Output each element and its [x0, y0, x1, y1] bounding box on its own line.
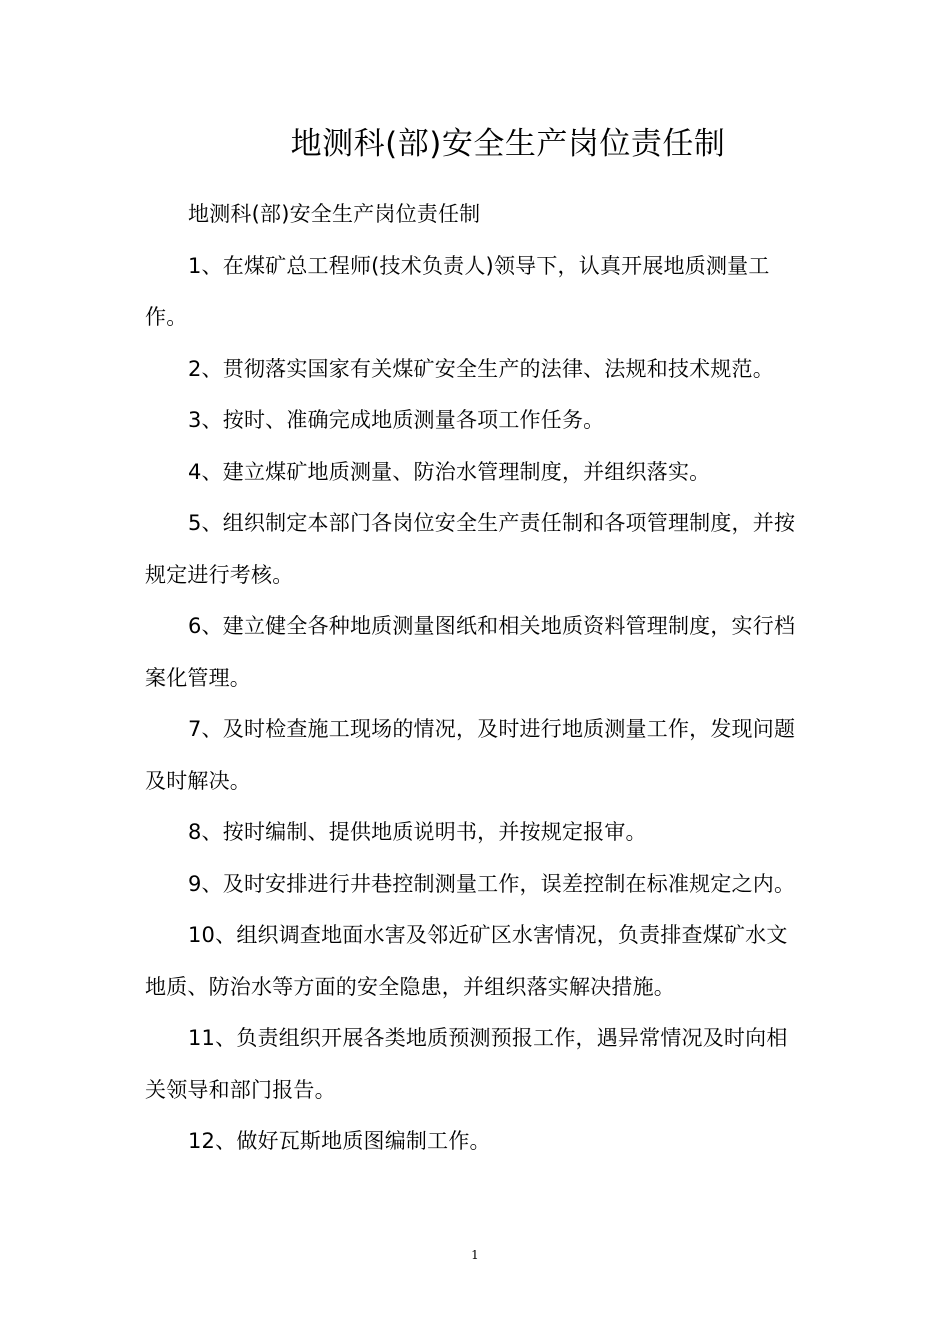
document-title: 地测科(部)安全生产岗位责任制: [290, 126, 726, 162]
paragraph-item-4: 4、建立煤矿地质测量、防治水管理制度，并组织落实。: [188, 459, 711, 484]
paragraph-item-10: 10、组织调查地面水害及邻近矿区水害情况，负责排查煤矿水文地质、防治水等方面的安全隐患，并组织落实解决措施。: [145, 923, 788, 999]
paragraph-item-11: 11、负责组织开展各类地质预测预报工作，遇异常情况及时向相关领导和部门报告。: [145, 1026, 788, 1102]
paragraph-item-6: 6、建立健全各种地质测量图纸和相关地质资料管理制度，实行档案化管理。: [145, 614, 796, 690]
paragraph-item-7: 7、及时检查施工现场的情况，及时进行地质测量工作，发现问题及时解决。: [145, 717, 796, 793]
paragraph-item-9: 9、及时安排进行井巷控制测量工作，误差控制在标准规定之内。: [188, 871, 796, 896]
document-body: [145, 189, 805, 1168]
paragraph-item-2: 2、贯彻落实国家有关煤矿安全生产的法律、法规和技术规范。: [188, 356, 774, 381]
paragraph-item-8: 8、按时编制、提供地质说明书，并按规定报审。: [188, 820, 647, 844]
page-number: 1: [471, 1248, 479, 1262]
paragraph-item-5: 5、组织制定本部门各岗位安全生产责任制和各项管理制度，并按规定进行考核。: [145, 511, 796, 587]
paragraph-item-3: 3、按时、准确完成地质测量各项工作任务。: [188, 408, 605, 432]
paragraph-item-1: 1、在煤矿总工程师(技术负责人)领导下，认真开展地质测量工作。: [145, 253, 770, 329]
paragraph-heading: 地测科(部)安全生产岗位责任制: [188, 202, 481, 226]
paragraph-item-12: 12、做好瓦斯地质图编制工作。: [188, 1129, 491, 1153]
